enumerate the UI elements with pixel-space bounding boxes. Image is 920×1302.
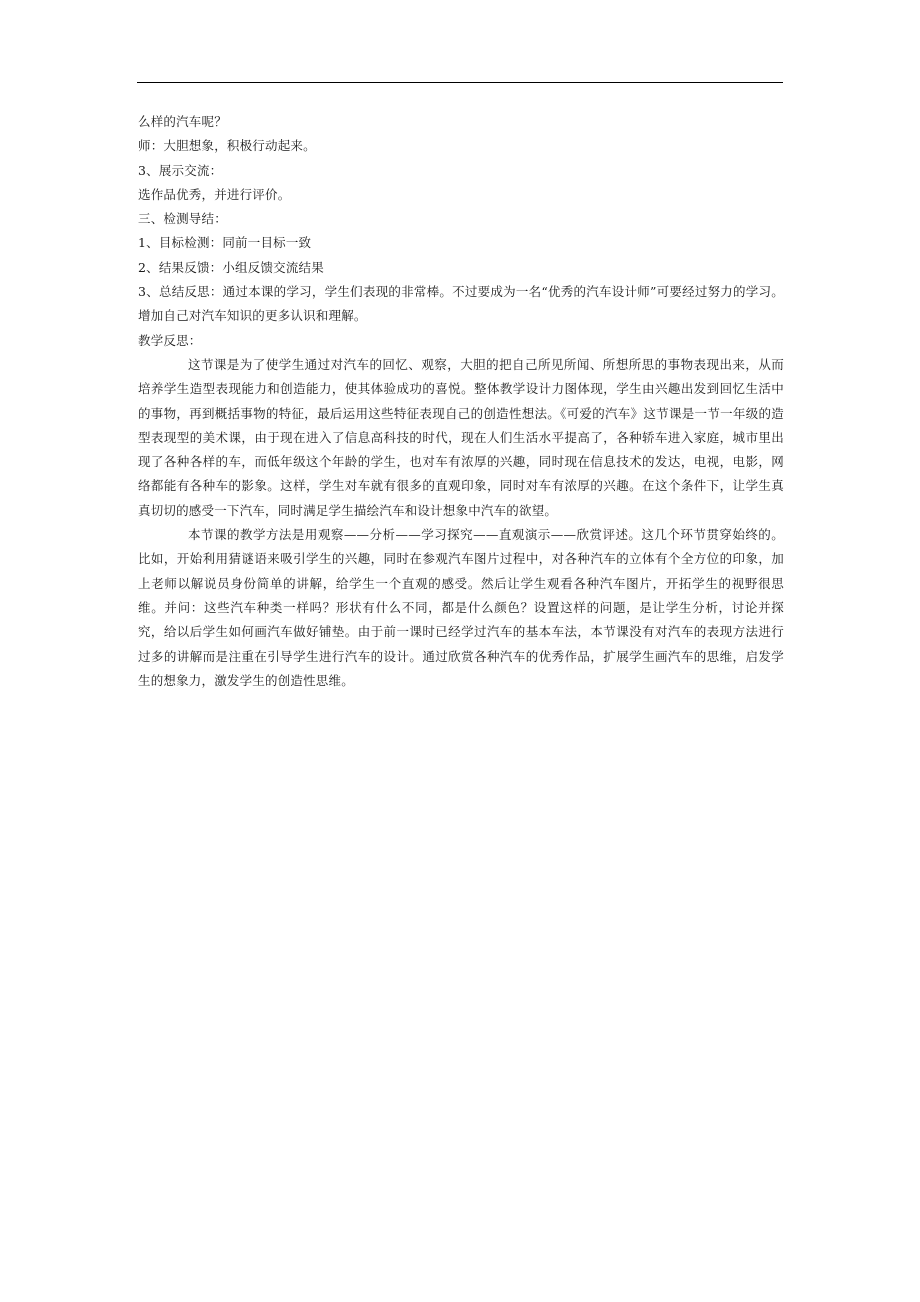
list-item: 2、结果反馈：小组反馈交流结果: [138, 259, 324, 275]
text-line: 师：大胆想象，积极行动起来。: [138, 138, 316, 154]
reflection-paragraph: 本节课的教学方法是用观察——分析——学习探究——直观演示——欣赏评述。这几个环节贯穿始终的。比如，开始利用猜谜语来吸引学生的兴趣，同时在参观汽车图片过程中，对各种汽车的立体有个全方位的印象，加上老师以解说员身份简单的讲解，给学生一个直观的感受。然后让学生观看各种汽车图片，开拓学生的视野很思维。并问：这些汽车种类一样吗？形状有什么不同，都是什么颜色？设置这样的问题，是让学生分析，讨论并探究，给以后学生如何画汽车做好铺垫。由于前一课时已经学过汽车的基本车法，本节课没有对汽车的表现方法进行过多的讲解而是注重在引导学生进行汽车的设计。通过欣赏各种汽车的优秀作品，扩展学生画汽车的思维，启发学生的想象力，激发学生的创造性思维。: [138, 527, 784, 688]
section-heading: 教学反思：: [138, 332, 202, 348]
list-item: 1、目标检测：同前一目标一致: [138, 235, 312, 251]
header-rule: [137, 82, 783, 83]
section-heading: 三、检测导结：: [138, 211, 227, 227]
text-line: 么样的汽车呢？: [138, 114, 227, 129]
text-line: 选作品优秀，并进行评价。: [138, 186, 291, 202]
list-item: 3、总结反思：通过本课的学习，学生们表现的非常棒。不过要成为一名“优秀的汽车设计师”可要经过努力的学习。增加自己对汽车知识的更多认识和理解。: [138, 284, 784, 324]
section-heading: 3、展示交流：: [138, 162, 223, 178]
reflection-paragraph: 这节课是为了使学生通过对汽车的回忆、观察，大胆的把自己所见所闻、所想所思的事物表现出来，从而培养学生造型表现能力和创造能力，使其体验成功的喜悦。整体教学设计力图体现，学生由兴趣出发到回忆生活中的事物，再到概括事物的特征，最后运用这些特征表现自己的创造性想法。《可爱的汽车》这节课是一节一年级的造型表现型的美术课，由于现在进入了信息高科技的时代，现在人们生活水平提高了，各种轿车进入家庭，城市里出现了各种各样的车，而低年级这个年龄的学生，也对车有浓厚的兴趣，同时现在信息技术的发达，电视，电影，网络都能有各种车的影象。这样，学生对车就有很多的直观印象，同时对车有浓厚的兴趣。在这个条件下，让学生真真切切的感受一下汽车，同时满足学生描绘汽车和设计想象中汽车的欲望。: [138, 356, 784, 518]
document-body: [138, 110, 784, 693]
